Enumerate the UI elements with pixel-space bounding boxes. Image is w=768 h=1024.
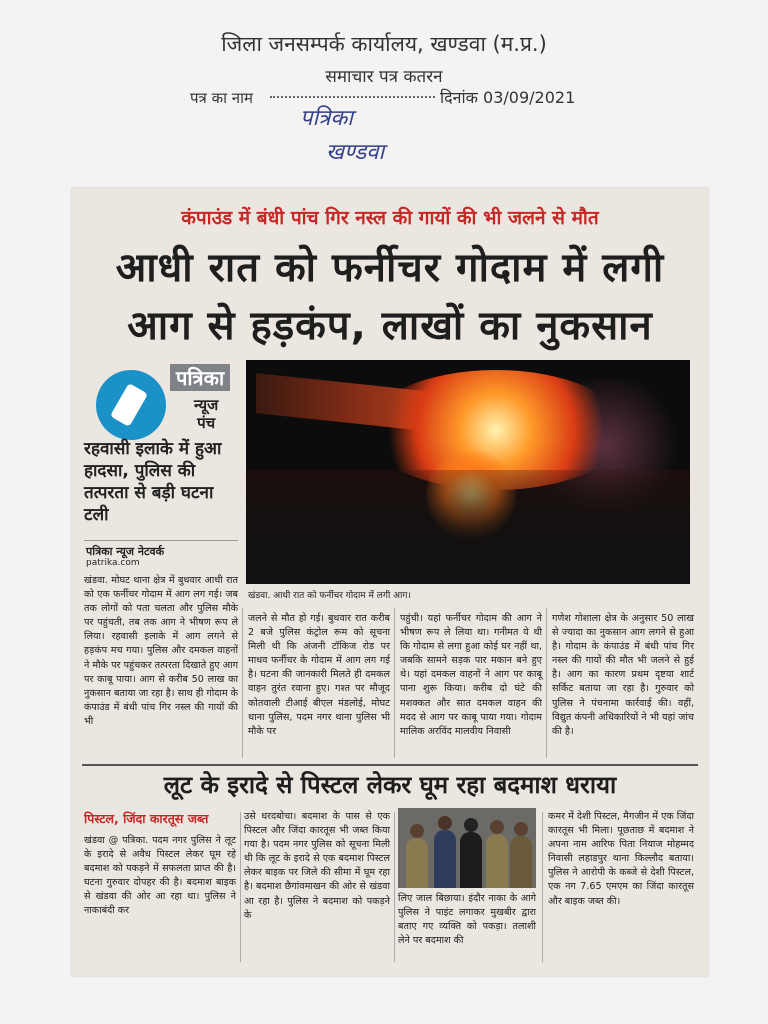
news-punch-label [194,396,218,432]
newspaper-name-dotted-line [270,96,435,98]
newspaper-name-label: पत्र का नाम [190,89,253,107]
second-article-tag: पिस्टल, जिंदा कारतूस जब्त [84,811,209,826]
second-article-column-4: कमर में देशी पिस्टल, मैगजीन में एक जिंदा कारतूस भी मिला। पूछताछ में बदमाश ने अपना नाम आरिफ पिता नियाज मोहम्मद निवासी लहाडपुर थाना किल्लौद बताया। पुलिस ने आरोपी के कब्जे से देशी पिस्टल, एक नग 7.65 एमएम का जिंदा कारतूस और बाइक जब्त की। [548,811,694,907]
second-article-column-1: खंडवा @ पत्रिका. पदम नगर पुलिस ने लूट के इरादे से अवैध पिस्टल लेकर घूम रहे बदमाश को पकड़ने में सफलता प्राप्त की है। घटना गुरुवार दोपहर की है। बदमाश बाइक से खंडवा की ओर आ रहा था। पुलिस ने नाकाबंदी कर [84,835,236,917]
article-kicker: कंपाउंड में बंधी पांच गिर नस्ल की गायों की भी जलने से मौत [181,207,599,229]
clipping-subtitle: समाचार पत्र कतरन [325,67,443,87]
newspaper-clipping [72,188,708,976]
arrest-photo [398,808,536,888]
byline: पत्रिका न्यूज नेटवर्क [86,545,165,558]
headline-line-2: आग से हड़कंप, लाखों का नुकसान [127,303,653,349]
fire-photo [246,360,690,584]
office-title: जिला जनसम्पर्क कार्यालय, खण्डवा (म.प्र.) [221,32,547,56]
article-subheading: रहवासी इलाके में हुआ हादसा, पुलिस की तत्परता से बड़ी घटना टली [84,439,222,525]
clipping-date: दिनांक 03/09/2021 [440,88,576,107]
photo-caption: खंडवा. आधी रात को फर्नीचर गोदाम में लगी आग। [248,591,411,601]
second-headline: लूट के इरादे से पिस्टल लेकर घूम रहा बदमाश धराया [163,771,617,799]
handwritten-city-name: खण्डवा [326,140,385,165]
patrika-news-punch-logo [96,370,166,440]
brand-name: पत्रिका [170,364,230,391]
second-article-column-2: उसे धरदबोचा। बदमाश के पास से एक पिस्टल और जिंदा कारतूस भी जब्त किया गया है। पदम नगर पुलिस को सूचना मिली थी कि लूट के इरादे से एक बदमाश पिस्टल लेकर बाइक पर जिले की सीमा में घूम रहा है। बदमाश छैगांवमाखन की ओर से खंडवा आ रहा है। पुलिस ने बदमाश को पकड़ने के [244,811,390,921]
article-column-2: जलने से मौत हो गई। बुधवार रात करीब 2 बजे पुलिस कंट्रोल रूम को सूचना मिली थी कि अंजनी टॉकिज रोड पर माधव फर्नीचर के गोदाम में आग लग गई है। घटना की जानकारी मिलते ही दमकल वाहन तुरंत रवाना हुए। गश्त पर मौजूद कोतवाली टीआई बीएल मंडलोई, मोघट थाना पुलिस, पदम नगर थाना पुलिस भी मौके पर [248,613,390,737]
byline-url: patrika.com [86,558,140,568]
article-column-3: पहुंची। यहां फर्नीचर गोदाम की आग ने भीषण रूप ले लिया था। गनीमत ये थी कि गोदाम से लगा हुआ कोई घर नहीं था, जबकि सामने सड़क पार मकान बने हुए थे। यहां दमकल वाहनों ने आग पर काबू पाना शुरू किया। करीब दो घंटे की मशक्कत और सात दमकल वाहन की मदद से आग पर काबू पाया गया। गोदाम मालिक अरविंद मालवीय निवासी [400,613,542,737]
news-punch-line-2: पंच [197,414,216,432]
headline-line-1: आधी रात को फर्नीचर गोदाम में लगी [115,245,665,291]
news-punch-line-1: न्यूज [194,396,219,414]
pen-icon [110,383,148,427]
handwritten-newspaper-name: पत्रिका [300,106,353,131]
article-column-4: गणेश गोशाला क्षेत्र के अनुसार 50 लाख से ज्यादा का नुकसान आग लगने से हुआ है। गोदाम के कंपाउंड में बंधी पांच गिर नस्ल की गायों की मौत भी जलने से हुई है। आग का कारण प्रथम दृष्टया शार्ट सर्किट बताया जा रहा है। गुरुवार को पुलिस ने पंचनामा कार्रवाई की। वहीं, विद्युत कंपनी अधिकारियों ने भी यहां जांच की है। [552,613,694,737]
second-article-column-3: लिए जाल बिछाया। इंदौर नाका के आगे पुलिस ने पाइंट लगाकर मुखबीर द्वारा बताए गए व्यक्ति को पकड़ा। तलाशी लेने पर बदमाश की [398,893,536,947]
article-column-1: खंडवा. मोघट थाना क्षेत्र में बुधवार आधी रात को एक फर्नीचर गोदाम में आग लग गई। जब तक लोगों को पता चलता और पुलिस मौके पर पहुंचती, तब तक आग ने भीषण रूप ले लिया। रहवासी इलाके में आग लगने से हड़कंप मच गया। पुलिस और दमकल वाहनों ने मौके पर पहुंचकर तत्परता दिखाते हुए आग पर काबू पाया। आग से करीब 50 लाख का नुकसान बताया जा रहा है। साथ ही गोदाम के कंपाउंड में बंधी पांच गिर नस्ल की गायों की भी [84,575,238,727]
